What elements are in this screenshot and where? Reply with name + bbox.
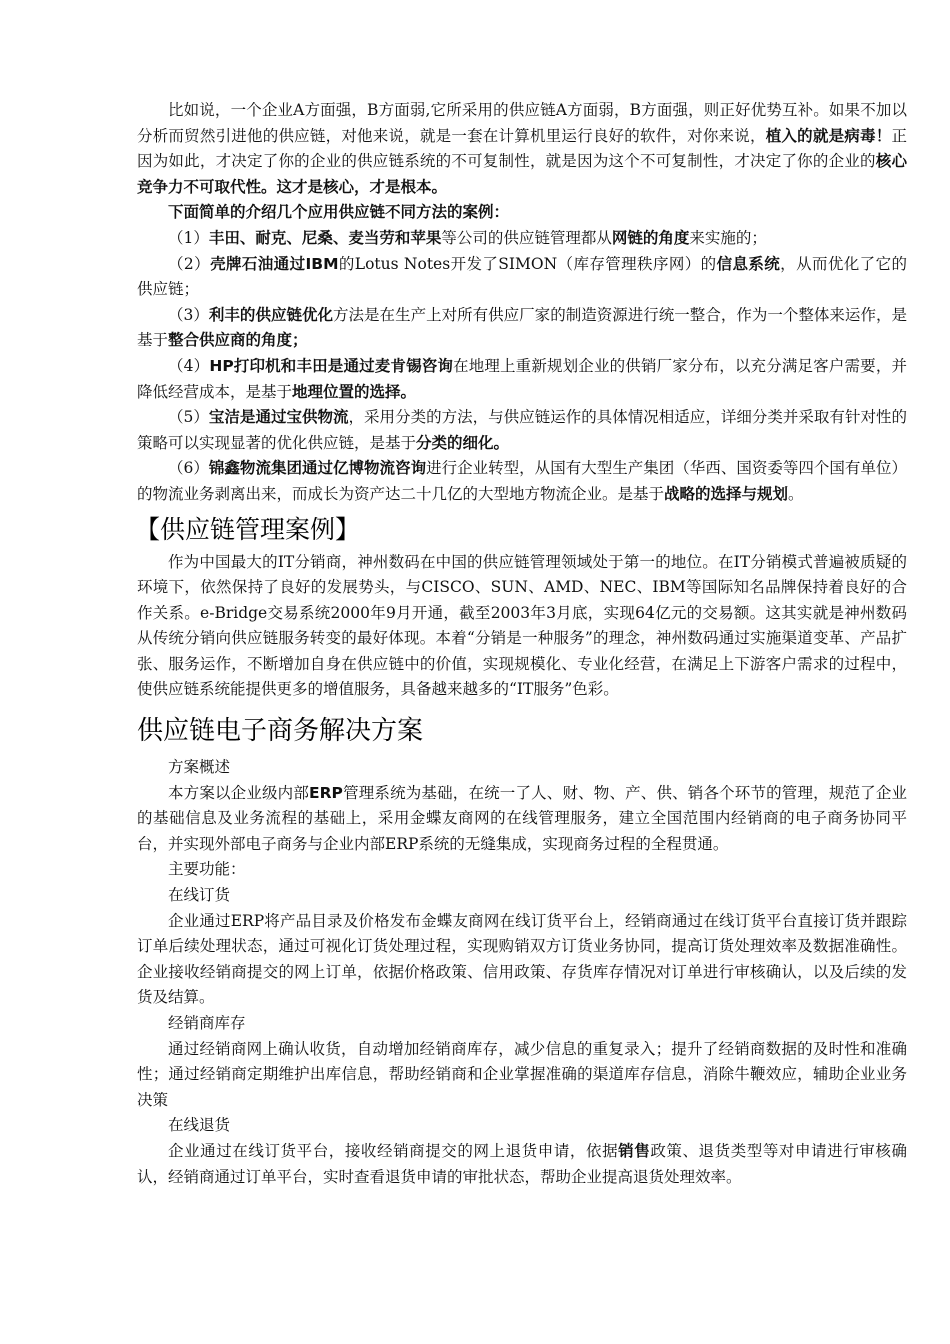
- bold-run: 分类的细化。: [416, 433, 510, 452]
- document-page: [137, 98, 907, 1190]
- text-run: ，采用分类的方法，与供应链运作的具体情况相适应，详细分类并采取有针对性的策略可以实现显著的优化供应链，是基于: [137, 408, 907, 452]
- bold-run: 植入的就是病毒！: [765, 126, 892, 145]
- case-item-4: [137, 354, 907, 405]
- paragraph-overview: [137, 781, 907, 858]
- text-run: ，从而优化了它的供应链；: [137, 254, 907, 299]
- function-title-ordering: 在线订货: [168, 886, 231, 905]
- bold-run: 战略的选择与规划: [664, 484, 789, 503]
- bold-run: 信息系统: [716, 254, 781, 273]
- bold-run: 壳牌石油通过IBM: [210, 254, 339, 273]
- bold-run: 利丰的供应链优化: [208, 305, 334, 324]
- case-number: （1）: [168, 228, 209, 247]
- case-number: （5）: [168, 408, 209, 427]
- text-run: 。: [788, 484, 804, 503]
- case-item-3: [137, 303, 907, 354]
- bold-run: 丰田、耐克、尼桑、麦当劳和苹果: [208, 228, 442, 247]
- bold-run: 地理位置的选择。: [292, 382, 417, 401]
- text-run: 政策、退货类型等对申请进行审核确认，经销商通过订单平台，实时查看退货申请的审批状态，帮助企业提高退货处理效率。: [137, 1141, 907, 1186]
- case-number: （3）: [168, 305, 209, 324]
- case-number: （4）: [168, 356, 210, 375]
- bold-run: 整合供应商的角度；: [168, 331, 308, 350]
- text-run: 等公司的供应链管理都从: [441, 228, 612, 247]
- bold-run: 销售: [618, 1141, 651, 1160]
- case-item-2: [137, 252, 907, 303]
- paragraph-digital-china: 作为中国最大的IT分销商，神州数码在中国的供应链管理领域处于第一的地位。在IT分销模式普遍被质疑的环境下，依然保持了良好的发展势头，与CISCO、SUN、AMD、NEC、IBM等国际知名品牌保持着良好的合作关系。e-Bridge交易系统2000年9月开通，截至2003年3月底，实现64亿元的交易额。这其实就是神州数码从传统分销向供应链服务转变的最好体现。本着“分销是一种服务”的理念，神州数码通过实施渠道变革、产品扩张、服务运作，不断增加自身在供应链中的价值，实现规模化、专业化经营，在满足上下游客户需求的过程中，使供应链系统能提供更多的增值服务，具备越来越多的“IT服务”色彩。: [137, 552, 907, 699]
- text-run: 的Lotus Notes开发了SIMON（库存管理秩序网）的: [338, 254, 717, 273]
- text-run: 企业通过在线订货平台，接收经销商提交的网上退货申请，依据: [168, 1141, 619, 1160]
- text-run: 正因为如此，才决定了你的企业的供应链系统的不可复制性，就是因为这个不可复制性，才决定了你的企业的: [137, 126, 907, 171]
- bold-run: 锦鑫物流集团通过亿博物流咨询: [208, 459, 427, 478]
- section-heading-solution: 供应链电子商务解决方案: [137, 716, 424, 747]
- bold-run: ERP: [309, 783, 343, 802]
- bold-run: 下面简单的介绍几个应用供应链不同方法的案例：: [168, 203, 510, 222]
- function-text-returns: [137, 1139, 907, 1190]
- bold-run: 核心竞争力不可取代性。这才是核心，才是根本。: [137, 152, 907, 196]
- text-run: 比如说，一个企业A方面强，B方面弱,它所采用的供应链A方面弱，B方面强，则正好优势互补。如果不加以分析而贸然引进他的供应链，对他来说，就是一套在计算机里运行良好的软件，对你来说，: [137, 101, 907, 145]
- bold-run: 网链的角度: [611, 228, 690, 247]
- text-run: 方法是在生产上对所有供应厂家的制造资源进行统一整合，作为一个整体来运作，是基于: [137, 305, 907, 350]
- overview-label: 方案概述: [168, 758, 231, 777]
- functions-label: 主要功能：: [168, 860, 246, 879]
- bold-run: HP打印机和丰田是通过麦肯锡咨询: [209, 356, 454, 375]
- bold-run: 宝洁是通过宝供物流: [208, 408, 349, 427]
- text-run: 管理系统为基础，在统一了人、财、物、产、供、销各个环节的管理，规范了企业的基础信息及业务流程的基础上，采用金蝶友商网的在线管理服务，建立全国范围内经销商的电子商务协同平台，并实现外部电子商务与企业内部ERP系统的无缝集成，实现商务过程的全程贯通。: [137, 783, 907, 853]
- case-number: （2）: [168, 254, 211, 273]
- text-run: 在地理上重新规划企业的供销厂家分布，以充分满足客户需要，并降低经营成本，是基于: [137, 356, 907, 401]
- case-item-1: [137, 226, 907, 252]
- case-item-5: [137, 405, 907, 456]
- function-title-inventory: 经销商库存: [168, 1014, 246, 1032]
- paragraph-intro: [137, 98, 907, 200]
- function-text-inventory: 通过经销商网上确认收货，自动增加经销商库存，减少信息的重复录入；提升了经销商数据的及时性和准确性；通过经销商定期维护出库信息，帮助经销商和企业掌握准确的渠道库存信息，消除牛鞭效应，辅助企业业务决策: [137, 1039, 907, 1109]
- text-run: 来实施的；: [689, 228, 767, 247]
- case-number: （6）: [168, 459, 209, 478]
- function-title-returns: 在线退货: [168, 1116, 231, 1135]
- case-item-6: [137, 456, 907, 507]
- section-heading-cases: 【供应链管理案例】: [135, 514, 361, 544]
- case-intro: [137, 200, 907, 226]
- text-run: 本方案以企业级内部: [168, 783, 310, 802]
- function-text-ordering: 企业通过ERP将产品目录及价格发布金蝶友商网在线订货平台上，经销商通过在线订货平台直接订货并跟踪订单后续处理状态，通过可视化订货处理过程，实现购销双方订货业务协同，提高订货处理效率及数据准确性。企业接收经销商提交的网上订单，依据价格政策、信用政策、存货库存情况对订单进行审核确认，以及后续的发货及结算。: [137, 911, 907, 1007]
- text-run: 进行企业转型，从国有大型生产集团（华西、国资委等四个国有单位）的物流业务剥离出来，而成长为资产达二十几亿的大型地方物流企业。是基于: [137, 459, 907, 503]
